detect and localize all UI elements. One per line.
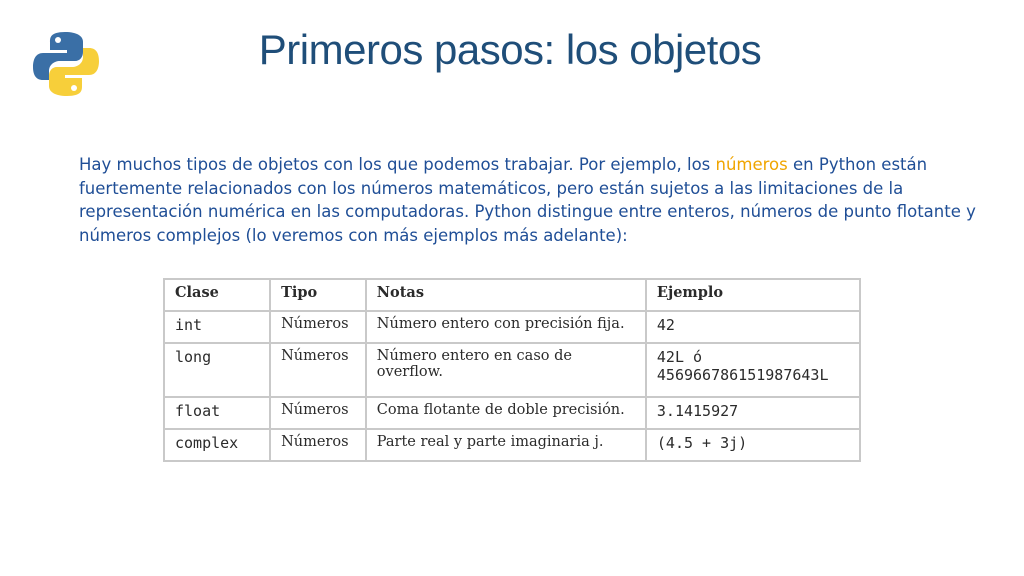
ejemplo-line: 42L ó — [656, 348, 703, 366]
intro-text-after: en Python están fuertemente relacionados con los números matemáticos, pero están sujetos a las limitaciones de la representación numérica en las computadoras. Python distingue entre enteros, números de punto flotante y números complejos (lo veremos con más ejemplos más adelante): — [79, 155, 976, 245]
cell-tipo: Números — [270, 343, 366, 397]
cell-ejemplo — [646, 397, 860, 429]
cell-clase: float — [164, 397, 270, 429]
cell-tipo: Números — [270, 429, 366, 461]
cell-tipo: Números — [270, 397, 366, 429]
table-header-row — [164, 279, 860, 311]
cell-notas: Parte real y parte imaginaria j. — [366, 429, 646, 461]
header-clase: Clase — [164, 279, 270, 311]
intro-paragraph — [79, 153, 999, 247]
header-notas: Notas — [366, 279, 646, 311]
cell-clase: complex — [164, 429, 270, 461]
cell-notas: Coma flotante de doble precisión. — [366, 397, 646, 429]
page-title: Primeros pasos: los objetos — [258, 26, 762, 73]
cell-ejemplo — [646, 343, 860, 397]
ejemplo-line: 456966786151987643L — [656, 366, 829, 384]
table-row — [164, 343, 860, 397]
object-types-table — [163, 278, 861, 462]
table-row — [164, 429, 860, 461]
cell-ejemplo — [646, 311, 860, 343]
table-row — [164, 311, 860, 343]
cell-tipo: Números — [270, 311, 366, 343]
cell-clase: int — [164, 311, 270, 343]
header-ejemplo: Ejemplo — [646, 279, 860, 311]
intro-highlight: números — [715, 155, 788, 174]
header-tipo: Tipo — [270, 279, 366, 311]
cell-notas: Número entero con precisión fija. — [366, 311, 646, 343]
cell-ejemplo — [646, 429, 860, 461]
ejemplo-line: 42 — [656, 316, 675, 334]
cell-notas: Número entero en caso de overflow. — [366, 343, 646, 397]
table-row — [164, 397, 860, 429]
ejemplo-line: 3.1415927 — [656, 402, 739, 420]
cell-clase: long — [164, 343, 270, 397]
intro-text-before: Hay muchos tipos de objetos con los que podemos trabajar. Por ejemplo, los — [79, 155, 716, 174]
ejemplo-line: (4.5 + 3j) — [656, 434, 748, 452]
